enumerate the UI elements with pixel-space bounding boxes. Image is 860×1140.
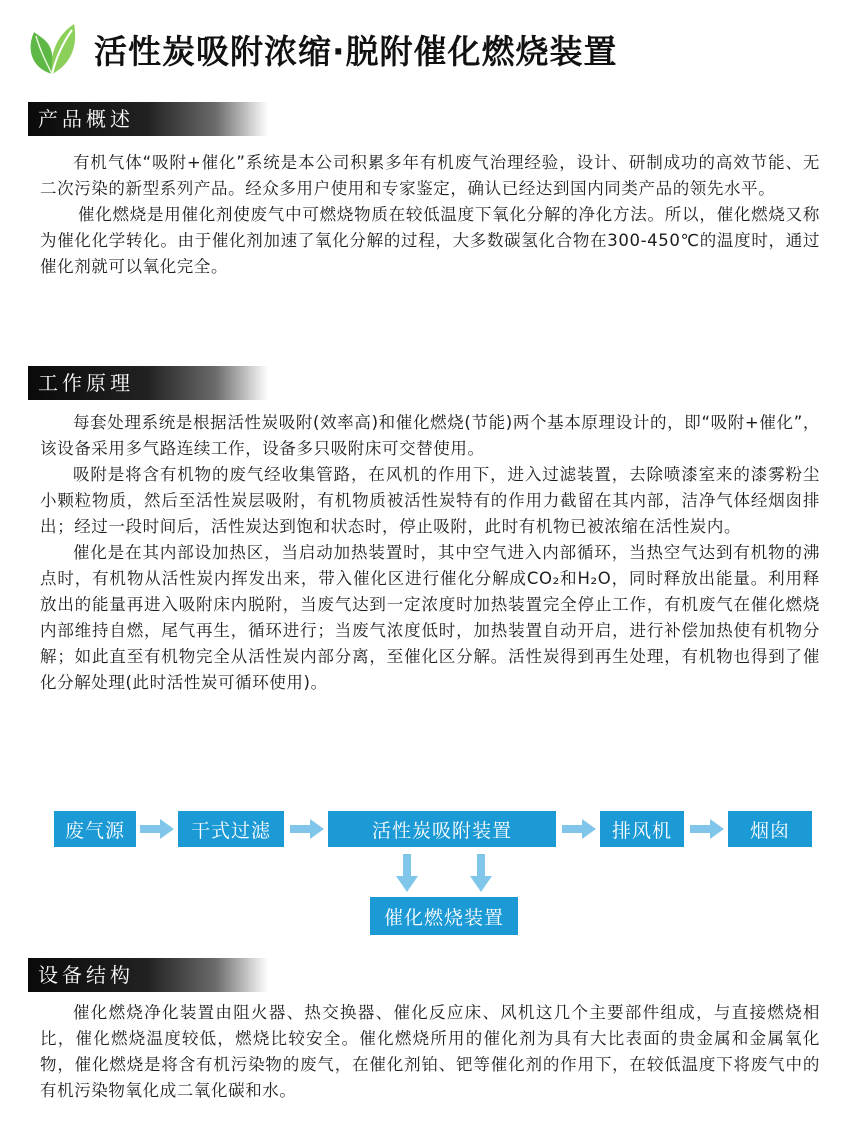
principle-text: [40, 410, 820, 696]
flow-step-chimney: 烟囱: [728, 811, 812, 847]
flow-step-catalytic-combustion: 催化燃烧装置: [370, 897, 518, 935]
section-heading-principle: 工作原理: [28, 366, 268, 400]
overview-paragraph-1: 有机气体“吸附+催化”系统是本公司积累多年有机废气治理经验，设计、研制成功的高效节能、无二次污染的新型系列产品。经众多用户使用和专家鉴定，确认已经达到国内同类产品的领先水平。: [40, 153, 820, 198]
overview-text: [40, 150, 820, 280]
arrow-right-icon: [290, 819, 324, 839]
structure-paragraph-1: 催化燃烧净化装置由阻火器、热交换器、催化反应床、风机这几个主要部件组成，与直接燃烧相比，催化燃烧温度较低，燃烧比较安全。催化燃烧所用的催化剂为具有大比表面的贵金属和金属氧化物，催化燃烧是将含有机污染物的废气，在催化剂铂、钯等催化剂的作用下，在较低温度下将废气中的有机污染物氧化成二氧化碳和水。: [40, 1003, 820, 1100]
principle-paragraph-1: 每套处理系统是根据活性炭吸附(效率高)和催化燃烧(节能)两个基本原理设计的，即“吸附+催化”，该设备采用多气路连续工作，设备多只吸附床可交替使用。: [40, 413, 820, 458]
flow-step-exhaust-fan: 排风机: [600, 811, 684, 847]
arrow-down-icon: [396, 854, 418, 892]
flow-step-dry-filter: 干式过滤: [178, 811, 284, 847]
arrow-right-icon: [562, 819, 596, 839]
principle-paragraph-3: 催化是在其内部设加热区，当启动加热装置时，其中空气进入内部循环，当热空气达到有机物的沸点时，有机物从活性炭内挥发出来，带入催化区进行催化分解成CO₂和H₂O，同时释放出能量。利用释放出的能量再进入吸附床内脱附，当废气达到一定浓度时加热装置完全停止工作，有机废气在催化燃烧内部维持自燃，尾气再生，循环进行；当废气浓度低时，加热装置自动开启，进行补偿加热使有机物分解；如此直至有机物完全从活性炭内部分离，至催化区分解。活性炭得到再生处理，有机物也得到了催化分解处理(此时活性炭可循环使用)。: [40, 543, 820, 692]
flow-step-carbon-adsorption: 活性炭吸附装置: [328, 811, 556, 847]
principle-paragraph-2: 吸附是将含有机物的废气经收集管路，在风机的作用下，进入过滤装置，去除喷漆室来的漆雾粉尘小颗粒物质，然后至活性炭层吸附，有机物质被活性炭特有的作用力截留在其内部，洁净气体经烟囱排出；经过一段时间后，活性炭达到饱和状态时，停止吸附，此时有机物已被浓缩在活性炭内。: [40, 465, 820, 536]
page-title: 活性炭吸附浓缩·脱附催化燃烧装置: [94, 32, 618, 71]
section-heading-structure: 设备结构: [28, 958, 268, 992]
leaf-icon: [22, 18, 82, 78]
arrow-right-icon: [690, 819, 724, 839]
flow-step-exhaust-source: 废气源: [54, 811, 136, 847]
arrow-right-icon: [140, 819, 174, 839]
overview-paragraph-2: 催化燃烧是用催化剂使废气中可燃烧物质在较低温度下氧化分解的净化方法。所以，催化燃烧又称为催化化学转化。由于催化剂加速了氧化分解的过程，大多数碳氢化合物在300-450℃的温度时，通过催化剂就可以氧化完全。: [40, 205, 820, 276]
structure-text: [40, 1000, 820, 1104]
page-header: [22, 18, 842, 80]
section-heading-overview: 产品概述: [28, 102, 268, 136]
arrow-down-icon: [470, 854, 492, 892]
